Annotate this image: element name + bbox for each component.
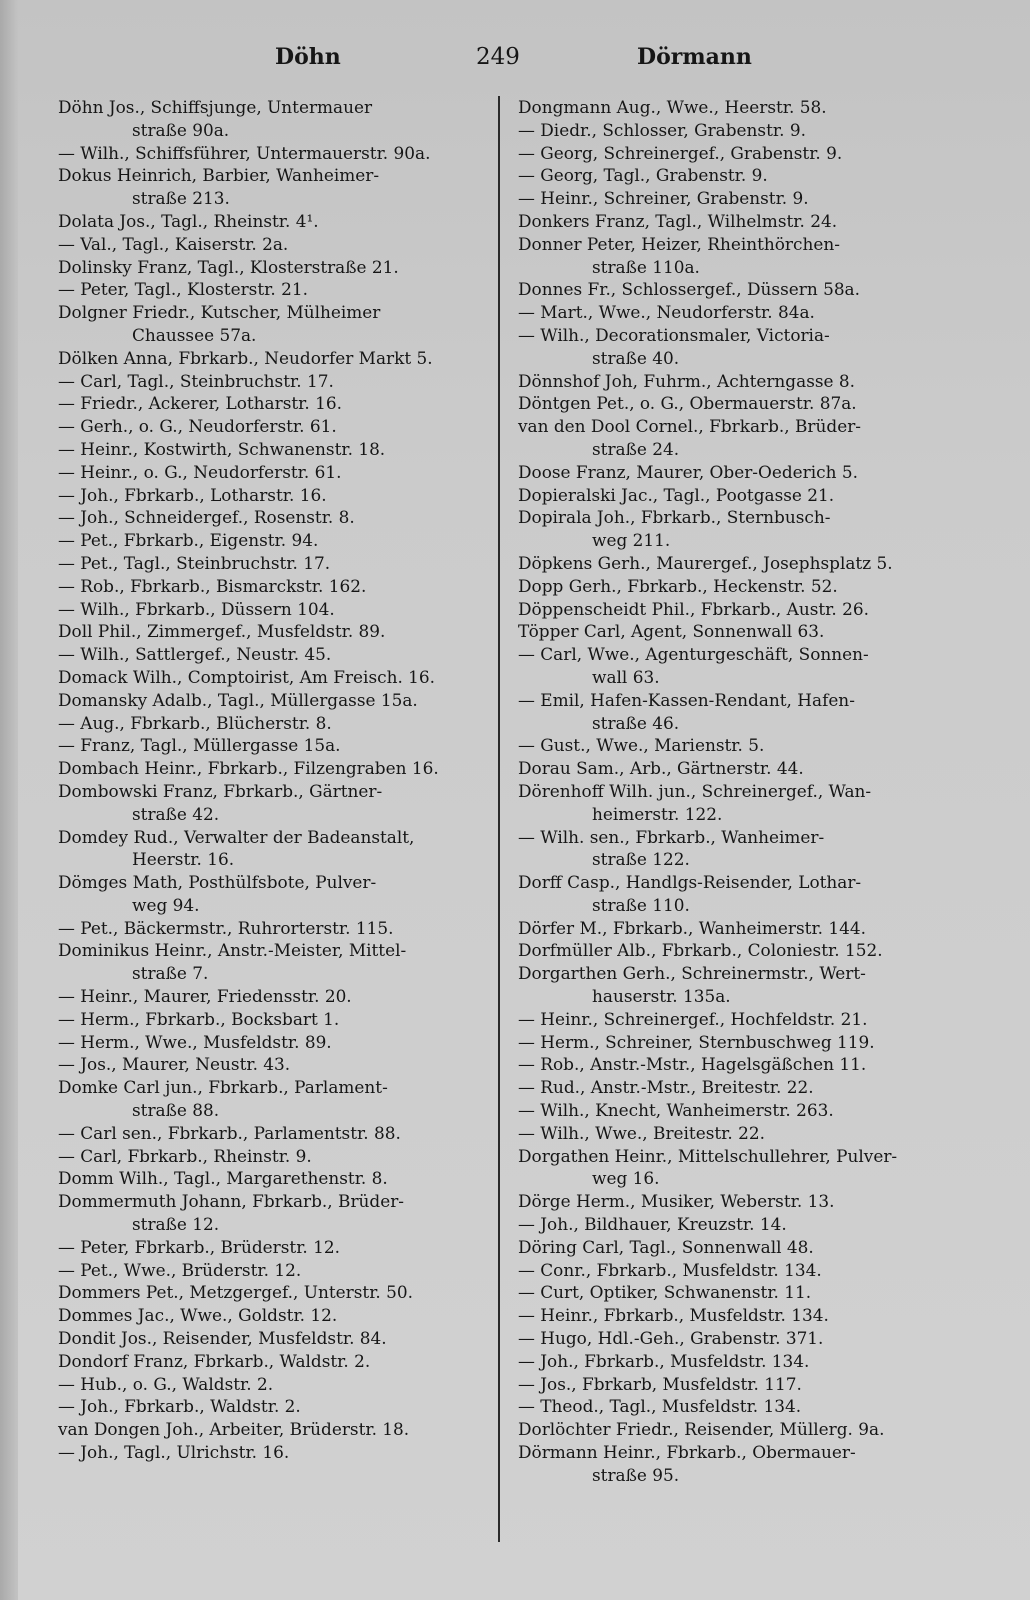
directory-entry-line: — Aug., Fbrkarb., Blücherstr. 8. (58, 712, 332, 733)
directory-entry-line: — Heinr., Kostwirth, Schwanenstr. 18. (58, 438, 386, 459)
directory-entry-line: Domansky Adalb., Tagl., Müllergasse 15a. (58, 689, 418, 710)
directory-entry-line: — Herm., Fbrkarb., Bocksbart 1. (58, 1008, 340, 1029)
directory-entry-line: Dondit Jos., Reisender, Musfeldstr. 84. (58, 1328, 387, 1349)
directory-entry-line: — Peter, Tagl., Klosterstr. 21. (58, 279, 308, 300)
directory-entry-line: Dörmann Heinr., Fbrkarb., Obermauer- (518, 1442, 856, 1463)
directory-entry-line: — Rob., Fbrkarb., Bismarckstr. 162. (58, 575, 367, 596)
directory-entry-line: Dopieralski Jac., Tagl., Pootgasse 21. (518, 484, 835, 505)
directory-entry-line: straße 24. (592, 438, 680, 459)
directory-entry-line: Dönnshof Joh, Fuhrm., Achterngasse 8. (518, 370, 856, 391)
directory-entry-line: — Diedr., Schlosser, Grabenstr. 9. (518, 119, 806, 140)
directory-entry-line: Töpper Carl, Agent, Sonnenwall 63. (518, 621, 825, 642)
directory-entry-line: Donnes Fr., Schlossergef., Düssern 58a. (518, 279, 861, 300)
directory-entry-line: — Jos., Maurer, Neustr. 43. (58, 1054, 291, 1075)
directory-entry-line: straße 42. (132, 803, 220, 824)
directory-entry-line: Domack Wilh., Comptoirist, Am Freisch. 16. (58, 666, 436, 687)
directory-entry-line: — Heinr., Fbrkarb., Musfeldstr. 134. (518, 1305, 829, 1326)
directory-entry-line: Doll Phil., Zimmergef., Musfeldstr. 89. (58, 621, 386, 642)
directory-entry-line: Dommers Pet., Metzgergef., Unterstr. 50. (58, 1282, 414, 1303)
directory-entry-line: straße 46. (592, 712, 680, 733)
directory-entry-line: Doose Franz, Maurer, Ober-Oederich 5. (518, 461, 858, 482)
directory-entry-line: — Conr., Fbrkarb., Musfeldstr. 134. (518, 1259, 822, 1280)
directory-entry-line: — Wilh., Knecht, Wanheimerstr. 263. (518, 1100, 834, 1121)
directory-entry-line: heimerstr. 122. (592, 803, 723, 824)
directory-entry-line: — Curt, Optiker, Schwanenstr. 11. (518, 1282, 812, 1303)
directory-entry-line: weg 211. (592, 530, 671, 551)
directory-entry-line: — Heinr., Maurer, Friedensstr. 20. (58, 986, 352, 1007)
directory-entry-line: — Heinr., o. G., Neudorferstr. 61. (58, 461, 342, 482)
directory-entry-line: Döhn Jos., Schiffsjunge, Untermauer (58, 97, 373, 117)
directory-entry-line: Dorfmüller Alb., Fbrkarb., Coloniestr. 152. (518, 940, 883, 961)
directory-entry-line: Dörfer M., Fbrkarb., Wanheimerstr. 144. (518, 917, 867, 938)
directory-entry-line: straße 95. (592, 1464, 680, 1485)
directory-entry-line: — Wilh., Fbrkarb., Düssern 104. (58, 598, 335, 619)
directory-entry-line: weg 16. (592, 1168, 660, 1189)
page-number: 249 (476, 44, 520, 70)
directory-entry-line: Dombach Heinr., Fbrkarb., Filzengraben 16. (58, 758, 439, 779)
directory-entry-line: — Rob., Anstr.-Mstr., Hagelsgäßchen 11. (518, 1054, 867, 1075)
directory-entry-line: Dorlöchter Friedr., Reisender, Müllerg. 9a. (518, 1419, 885, 1440)
directory-entry-line: hauserstr. 135a. (592, 986, 731, 1007)
directory-entry-line: Dondorf Franz, Fbrkarb., Waldstr. 2. (58, 1350, 371, 1371)
directory-entry-line: — Gust., Wwe., Marienstr. 5. (518, 735, 765, 756)
directory-entry-line: — Herm., Wwe., Musfeldstr. 89. (58, 1031, 332, 1052)
directory-entry-line: straße 88. (132, 1100, 220, 1121)
page-edge-shadow (0, 0, 18, 1600)
directory-entry-line: — Heinr., Schreiner, Grabenstr. 9. (518, 188, 809, 209)
directory-entry-line: straße 213. (132, 188, 230, 209)
column-divider (498, 96, 500, 1542)
directory-entry-line: — Wilh., Sattlergef., Neustr. 45. (58, 644, 332, 665)
directory-entry-line: van Dongen Joh., Arbeiter, Brüderstr. 18. (58, 1419, 410, 1440)
directory-entry-line: Dolinsky Franz, Tagl., Klosterstraße 21. (58, 256, 399, 277)
directory-entry-line: Dopirala Joh., Fbrkarb., Sternbusch- (518, 507, 831, 528)
directory-entry-line: — Carl, Tagl., Steinbruchstr. 17. (58, 370, 334, 391)
running-header (0, 44, 1030, 84)
directory-entry-line: Dominikus Heinr., Anstr.-Meister, Mittel- (58, 940, 407, 961)
directory-entry-line: — Wilh., Schiffsführer, Untermauerstr. 90a. (58, 142, 431, 163)
directory-entry-line: — Pet., Fbrkarb., Eigenstr. 94. (58, 530, 319, 551)
directory-entry-line: Dölken Anna, Fbrkarb., Neudorfer Markt 5. (58, 347, 433, 368)
directory-entry-line: Donkers Franz, Tagl., Wilhelmstr. 24. (518, 210, 838, 231)
directory-entry-line: — Val., Tagl., Kaiserstr. 2a. (58, 233, 289, 254)
directory-entry-line: — Mart., Wwe., Neudorferstr. 84a. (518, 302, 815, 323)
directory-entry-line: Donner Peter, Heizer, Rheinthörchen- (518, 233, 840, 254)
directory-entry-line: Dolgner Friedr., Kutscher, Mülheimer (58, 302, 381, 323)
directory-entry-line: Dommermuth Johann, Fbrkarb., Brüder- (58, 1191, 404, 1212)
directory-entry-line: straße 110a. (592, 256, 700, 277)
directory-entry-line: van den Dool Cornel., Fbrkarb., Brüder- (518, 416, 861, 437)
directory-entry-line: Dorau Sam., Arb., Gärtnerstr. 44. (518, 758, 804, 779)
directory-entry-line: — Pet., Tagl., Steinbruchstr. 17. (58, 552, 331, 573)
directory-entry-line: Heerstr. 16. (132, 849, 235, 870)
directory-entry-line: — Carl, Wwe., Agenturgeschäft, Sonnen- (518, 644, 869, 665)
directory-entry-line: — Joh., Tagl., Ulrichstr. 16. (58, 1442, 290, 1463)
directory-entry-line: — Wilh. sen., Fbrkarb., Wanheimer- (518, 826, 825, 847)
directory-entry-line: Dombowski Franz, Fbrkarb., Gärtner- (58, 780, 383, 801)
directory-entry-line: — Franz, Tagl., Müllergasse 15a. (58, 735, 341, 756)
directory-entry-line: Döntgen Pet., o. G., Obermauerstr. 87a. (518, 393, 857, 414)
directory-entry-line: straße 12. (132, 1214, 220, 1235)
directory-entry-line: — Joh., Schneidergef., Rosenstr. 8. (58, 507, 355, 528)
directory-entry-line: — Herm., Schreiner, Sternbuschweg 119. (518, 1031, 875, 1052)
directory-entry-line: Döppenscheidt Phil., Fbrkarb., Austr. 26. (518, 598, 869, 619)
directory-entry-line: Dömges Math, Posthülfsbote, Pulver- (58, 872, 377, 893)
directory-entry-line: — Joh., Fbrkarb., Lotharstr. 16. (58, 484, 327, 505)
header-last-name: Dörmann (637, 44, 752, 70)
directory-entry-line: — Georg, Tagl., Grabenstr. 9. (518, 165, 768, 186)
directory-entry-line: — Peter, Fbrkarb., Brüderstr. 12. (58, 1236, 341, 1257)
directory-entry-line: Dolata Jos., Tagl., Rheinstr. 4¹. (58, 210, 319, 231)
directory-entry-line: — Friedr., Ackerer, Lotharstr. 16. (58, 393, 342, 414)
directory-entry-line: — Joh., Bildhauer, Kreuzstr. 14. (518, 1214, 787, 1235)
directory-entry-line: — Rud., Anstr.-Mstr., Breitestr. 22. (518, 1077, 814, 1098)
directory-entry-line: Dopp Gerh., Fbrkarb., Heckenstr. 52. (518, 575, 838, 596)
directory-entry-line: straße 110. (592, 894, 690, 915)
directory-entry-line: — Wilh., Decorationsmaler, Victoria- (518, 324, 830, 345)
directory-entry-line: Dommes Jac., Wwe., Goldstr. 12. (58, 1305, 338, 1326)
directory-entry-line: — Hub., o. G., Waldstr. 2. (58, 1373, 274, 1394)
directory-entry-line: Döring Carl, Tagl., Sonnenwall 48. (518, 1236, 814, 1257)
directory-entry-line: — Joh., Fbrkarb., Waldstr. 2. (58, 1396, 301, 1417)
directory-entry-line: Domdey Rud., Verwalter der Badeanstalt, (58, 826, 415, 847)
directory-entry-line: Dorff Casp., Handlgs-Reisender, Lothar- (518, 872, 862, 893)
directory-entry-line: Dorgarthen Gerh., Schreinermstr., Wert- (518, 963, 866, 984)
directory-entry-line: Chaussee 57a. (132, 324, 257, 345)
directory-entry-line: straße 90a. (132, 119, 230, 140)
left-column (58, 96, 496, 1464)
directory-entry-line: Dokus Heinrich, Barbier, Wanheimer- (58, 165, 380, 186)
right-column (506, 96, 968, 1487)
directory-entry-line: wall 63. (592, 666, 660, 687)
directory-entry-line: Döpkens Gerh., Maurergef., Josephsplatz 5. (518, 552, 893, 573)
directory-entry-line: Domke Carl jun., Fbrkarb., Parlament- (58, 1077, 388, 1098)
header-first-name: Döhn (275, 44, 341, 70)
directory-entry-line: weg 94. (132, 894, 200, 915)
directory-entry-line: Dörge Herm., Musiker, Weberstr. 13. (518, 1191, 835, 1212)
directory-entry-line: Dorgathen Heinr., Mittelschullehrer, Pulver- (518, 1145, 898, 1166)
directory-entry-line: — Hugo, Hdl.-Geh., Grabenstr. 371. (518, 1328, 824, 1349)
directory-entry-line: — Wilh., Wwe., Breitestr. 22. (518, 1122, 765, 1143)
directory-entry-line: straße 122. (592, 849, 690, 870)
directory-entry-line: — Heinr., Schreinergef., Hochfeldstr. 21. (518, 1008, 868, 1029)
directory-entry-line: Domm Wilh., Tagl., Margarethenstr. 8. (58, 1168, 388, 1189)
directory-entry-line: — Emil, Hafen-Kassen-Rendant, Hafen- (518, 689, 855, 710)
directory-entry-line: — Pet., Wwe., Brüderstr. 12. (58, 1259, 302, 1280)
directory-entry-line: Dongmann Aug., Wwe., Heerstr. 58. (518, 97, 827, 117)
directory-entry-line: — Theod., Tagl., Musfeldstr. 134. (518, 1396, 802, 1417)
directory-entry-line: — Carl sen., Fbrkarb., Parlamentstr. 88. (58, 1122, 401, 1143)
directory-entry-line: — Georg, Schreinergef., Grabenstr. 9. (518, 142, 843, 163)
directory-entry-line: Dörenhoff Wilh. jun., Schreinergef., Wan- (518, 780, 872, 801)
directory-entry-line: — Joh., Fbrkarb., Musfeldstr. 134. (518, 1350, 810, 1371)
directory-entry-line: straße 40. (592, 347, 680, 368)
directory-entry-line: — Gerh., o. G., Neudorferstr. 61. (58, 416, 337, 437)
directory-entry-line: — Jos., Fbrkarb, Musfeldstr. 117. (518, 1373, 802, 1394)
directory-entry-line: — Pet., Bäckermstr., Ruhrorterstr. 115. (58, 917, 394, 938)
directory-entry-line: straße 7. (132, 963, 209, 984)
directory-entry-line: — Carl, Fbrkarb., Rheinstr. 9. (58, 1145, 312, 1166)
